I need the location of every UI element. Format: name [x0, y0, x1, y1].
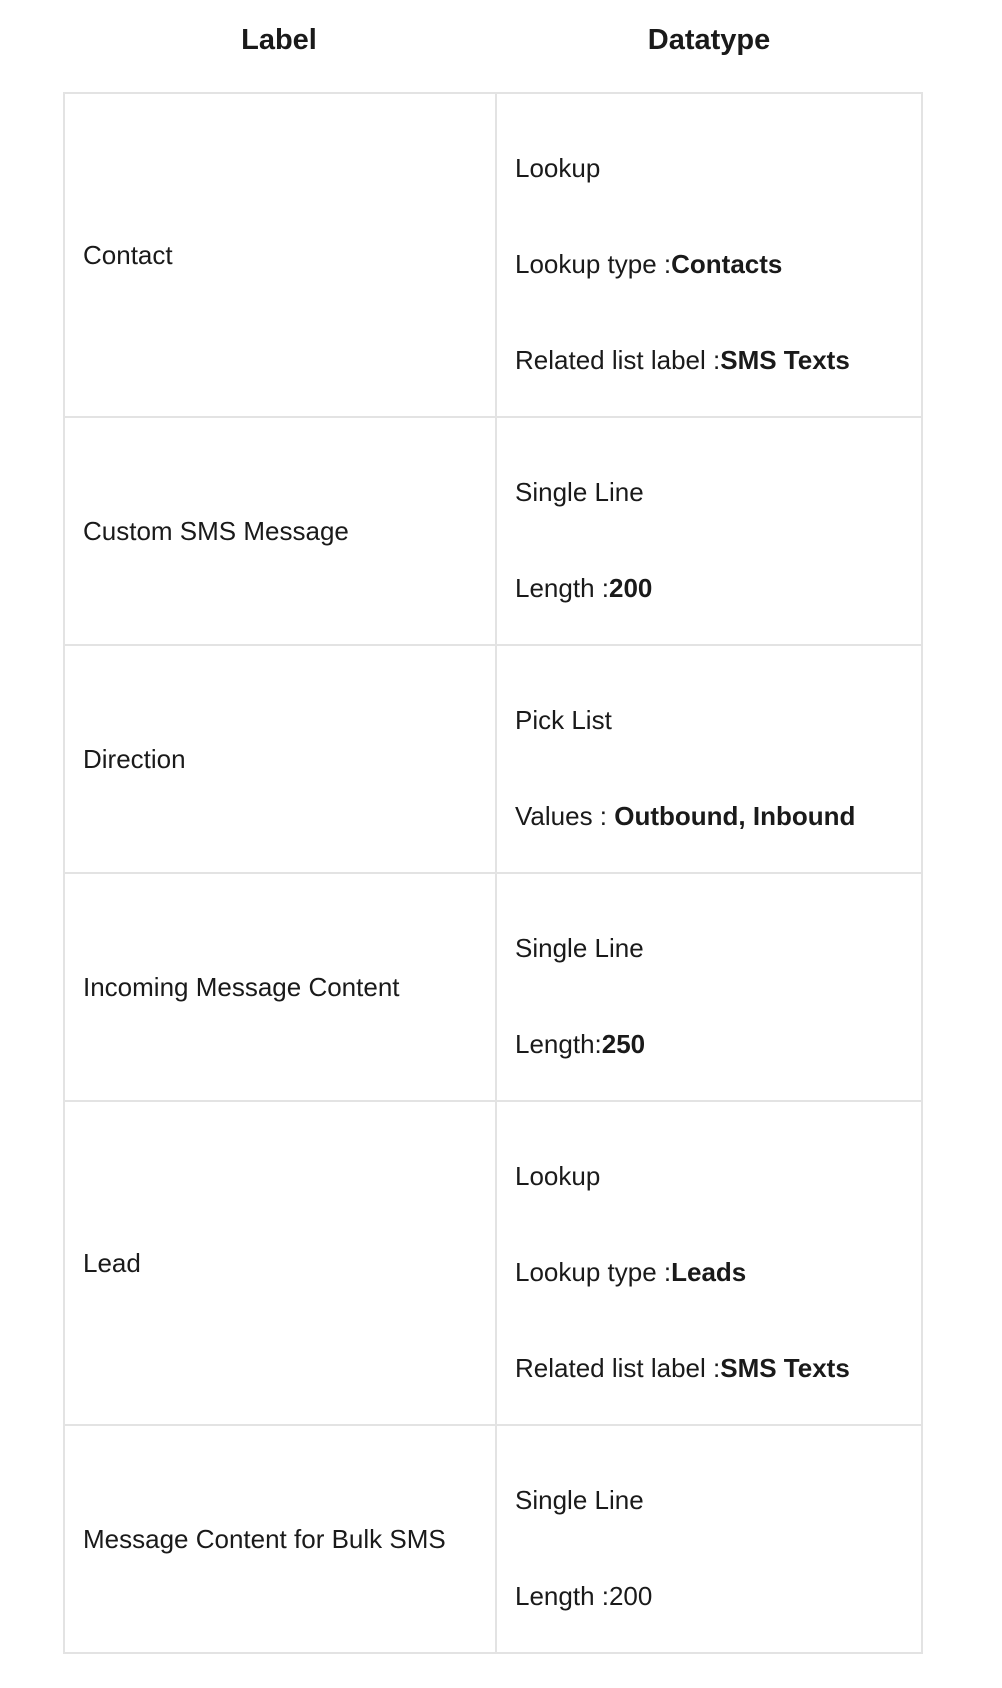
table-row — [64, 645, 922, 873]
datatype-line: Lookup type :Contacts — [515, 249, 783, 279]
datatype-line: Length :200 — [515, 1581, 653, 1611]
column-header-datatype: Datatype — [647, 24, 771, 56]
column-header-label: Label — [241, 24, 317, 56]
field-label-cell — [64, 1101, 496, 1425]
table-row — [64, 1425, 922, 1653]
table-row — [64, 873, 922, 1101]
datatype-line: Length :200 — [515, 573, 653, 603]
datatype-line: Values : Outbound, Inbound — [515, 801, 856, 831]
field-label: Direction — [83, 743, 186, 774]
datatype-line: Single Line — [515, 1485, 644, 1515]
field-datatype-cell — [496, 1101, 922, 1425]
field-label-cell — [64, 645, 496, 873]
field-label: Lead — [83, 1247, 141, 1278]
field-datatype-cell — [496, 645, 922, 873]
field-label: Contact — [83, 239, 173, 270]
table-header — [63, 0, 923, 90]
field-label-cell — [64, 873, 496, 1101]
field-label: Incoming Message Content — [83, 971, 400, 1002]
field-label: Custom SMS Message — [83, 515, 349, 546]
field-label-cell — [64, 93, 496, 417]
datatype-line: Related list label :SMS Texts — [515, 1353, 850, 1383]
datatype-line: Lookup type :Leads — [515, 1257, 747, 1287]
field-datatype-cell — [496, 93, 922, 417]
table-row — [64, 1101, 922, 1425]
field-label-cell — [64, 417, 496, 645]
fields-table — [63, 92, 923, 1654]
table-row — [64, 93, 922, 417]
field-datatype-cell — [496, 873, 922, 1101]
field-datatype-cell — [496, 417, 922, 645]
datatype-line: Related list label :SMS Texts — [515, 345, 850, 375]
field-label-cell — [64, 1425, 496, 1653]
datatype-line: Pick List — [515, 705, 612, 735]
datatype-line: Lookup — [515, 1161, 601, 1191]
field-datatype-cell — [496, 1425, 922, 1653]
field-label: Message Content for Bulk SMS — [83, 1523, 446, 1554]
datatype-line: Lookup — [515, 153, 601, 183]
datatype-line: Length:250 — [515, 1029, 646, 1059]
table-row — [64, 417, 922, 645]
datatype-line: Single Line — [515, 477, 644, 507]
datatype-line: Single Line — [515, 933, 644, 963]
